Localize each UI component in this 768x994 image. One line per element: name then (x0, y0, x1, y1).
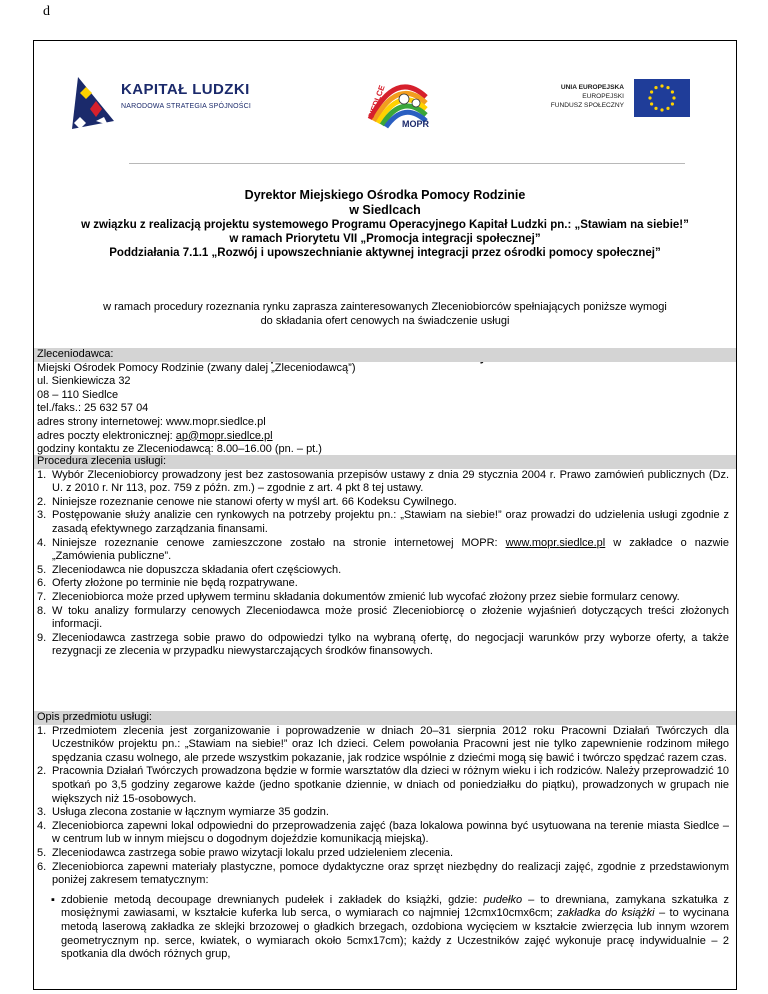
procedure-header: Procedura zlecenia usługi: (34, 455, 736, 469)
header-divider (129, 163, 685, 164)
description-item-text: Zleceniodawca zastrzega sobie prawo wizytacji lokalu przed udzieleniem zlecenia. (52, 846, 454, 859)
topic-bullet-list (34, 894, 736, 962)
topic-text: – to drewniana, zamykana szkatułka z mosiężnymi zawiasami, w kształcie kuferka lub serca, o wymiarach co najmniej 12cmx10cmx6cm; (61, 893, 729, 920)
eu-line-european: EUROPEJSKI (582, 93, 624, 100)
mopr-rainbow-icon (356, 69, 438, 129)
mopr-siedlce-text: SIEDLCE (366, 84, 387, 120)
invitation-line-1: w ramach procedury rozeznania rynku zaprasza zainteresowanych Zleceniobiorców spełniających poniższe wymogi (103, 301, 667, 313)
description-item: 2. Pracownia Działań Twórczych prowadzona będzie w formie warsztatów dla dzieci w różnym wieku i ich rodziców. Należy przeprowadzić 10 spotkań po 3,5 godziny zegarowe każde (jedno spotkanie dziennie, w dniach od poniedziałku do piątku), prowadzonych w grupach nie większych niż 15-osobowych. (37, 765, 729, 805)
topic-text: – to wycinana metodą laserową zakładka ze sklejki brzozowej o gładkich brzegach, ozdobiona wycięciem w kształcie zwierzęcia lub innym wzorem geometrycznym np. serce, kwiatek, o wymiarach około 5cmx17cm); każdy z Uczestników zajęć wykonuje pracę indywidualnie – 2 spotkania dla dwóch różnych grup, (61, 907, 729, 961)
kapital-ludzki-title: KAPITAŁ LUDZKI (121, 81, 250, 98)
eu-flag-icon (634, 79, 690, 117)
procedure-item: 3. Postępowanie służy analizie cen rynkowych na potrzeby projektu pn.: „Stawiam na siebie!” oraz prowadzi do udzielenia usługi zgodnie z zasadą efektywnego zarządzania finansami. (37, 509, 729, 535)
bullet-square-icon: ▪ (51, 893, 55, 906)
heading-subaction: Poddziałania 7.1.1 „Rozwój i upowszechnianie aktywnej integracji przez ośrodki pomocy społecznej” (109, 247, 661, 259)
description-item: 4. Zleceniobiorca zapewni lokal odpowiedni do przeprowadzenia zajęć (baza lokalowa powinna być usytuowana na terenie miasta Siedlce – w centrum lub w innym miejscu o dogodnym dojeździe komunikacją miejską). (37, 819, 729, 846)
heading-city: w Siedlcach (349, 203, 421, 217)
procedure-item: 6. Oferty złożone po terminie nie będą rozpatrywane. (37, 577, 298, 590)
procedure-item: 7. Zleceniobiorca może przed upływem terminu składania dokumentów zmienić lub wycofać złożony przez siebie formularz cenowy. (37, 590, 680, 603)
procedure-item-text: Zleceniodawca zastrzega sobie prawo do odpowiedzi tylko na wybraną ofertę, do negocjacji warunków przy wyborze oferty, a także rezygnacji ze zlecenia w przypadku niewystarczających środków finansowych. (52, 631, 729, 658)
contractor-section (34, 348, 736, 457)
page-corner-mark: d (43, 4, 50, 19)
procedure-item-text: Zleceniobiorca może przed upływem terminu składania dokumentów zmienić lub wycofać złożony przez siebie formularz cenowy. (52, 590, 680, 603)
eu-line-union: UNIA EUROPEJSKA (560, 84, 624, 91)
contractor-name: Miejski Ośrodek Pomocy Rodzinie (zwany dalej „Zleceniodawcą”) (37, 361, 356, 374)
description-item-text: Pracownia Działań Twórczych prowadzona będzie w formie warsztatów dla dzieci w różnym wieku i ich rodziców. Należy przeprowadzić 10 spotkań po 3,5 godziny zegarowe każde (jedno spotkanie dziennie, w dniach od poniedziałku do piątku), prowadzonych w grupach nie większych niż 15-osobowych. (52, 765, 729, 805)
procedure-item-text: Postępowanie służy analizie cen rynkowych na potrzeby projektu pn.: „Stawiam na siebie!” oraz prowadzi do udzielenia usługi zgodnie z zasadą efektywnego zarządzania finansami. (52, 509, 729, 535)
description-item: 5. Zleceniodawca zastrzega sobie prawo wizytacji lokalu przed udzieleniem zlecenia. (37, 846, 454, 859)
topic-text: zdobienie metodą decoupage drewnianych pudełek i zakładek do książki, gdzie: (61, 893, 484, 906)
description-item: 1. Przedmiotem zlecenia jest zorganizowanie i poprowadzenie w dniach 20–31 sierpnia 2012 roku Pracowni Działań Twórczych dla Uczestników projektu pn.: „Stawiam na siebie!” oraz Ich dzieci. Celem powołania Pracowni jest nie tylko zapewnienie rodzinom miłego spędzania czasu wolnego, ale przede wszystkim pokazanie, jak rodzice wspólnie z dziećmi mogą się bawić i twórczo spędzać razem czas. (37, 724, 729, 764)
description-item-text: Przedmiotem zlecenia jest zorganizowanie i poprowadzenie w dniach 20–31 sierpnia 2012 roku Pracowni Działań Twórczych dla Uczestników projektu pn.: „Stawiam na siebie!” oraz Ich dzieci. Celem powołania Pracowni jest nie tylko zapewnienie rodzinom miłego spędzania czasu wolnego, ale przede wszystkim pokazanie, jak rodzice wspólnie z dziećmi mogą się bawić i twórczo spędzać razem czas. (52, 724, 729, 764)
procedure-item: 5. Zleceniodawca nie dopuszcza składania ofert częściowych. (37, 563, 342, 576)
procedure-item-text: Niniejsze rozeznanie cenowe nie stanowi oferty w myśl art. 66 Kodeksu Cywilnego. (52, 495, 457, 508)
kapital-ludzki-logo (70, 73, 290, 133)
procedure-item-text: Wybór Zleceniobiorcy prowadzony jest bez zastosowania przepisów ustawy z dnia 29 stycznia 2004 r. Prawo zamówień publicznych (Dz. U. z 2010 r. Nr 113, poz. 759 z późn. zm.) – zgodnie z art. 4 pkt 8 tej ustawy. (52, 468, 729, 495)
procedure-section (34, 455, 736, 659)
topic-bullet-item (34, 894, 736, 962)
description-item: 3. Usługa zlecona zostanie w łącznym wymiarze 35 godzin. (37, 806, 329, 819)
procedure-item: 8. W toku analizy formularzy cenowych Zleceniodawca może prosić Zleceniobiorcę o złożenie wyjaśnień dotyczących treści złożonych informacji. (37, 604, 729, 631)
description-header: Opis przedmiotu usługi: (34, 711, 736, 725)
mopr-siedlce-logo (356, 69, 438, 129)
procedure-item-text: W toku analizy formularzy cenowych Zleceniodawca może prosić Zleceniobiorcę o złożenie wyjaśnień dotyczących treści złożonych informacji. (52, 604, 729, 631)
kapital-ludzki-emblem-icon (70, 73, 116, 131)
description-item-text: Usługa zlecona zostanie w łącznym wymiarze 35 godzin. (52, 806, 329, 819)
procedure-list (34, 469, 736, 659)
contractor-email-line (34, 430, 736, 444)
eu-line-social-fund: FUNDUSZ SPOŁECZNY (550, 102, 624, 109)
contractor-email-link[interactable]: ap@mopr.siedlce.pl (175, 429, 273, 442)
description-item-text: Zleceniobiorca zapewni materiały plastyczne, pomoce dydaktyczne oraz sprzęt niezbędny do realizacji zajęć, zgodnie z przedstawionym poniżej zakresem tematycznym: (52, 860, 729, 887)
procedure-item: 4. Niniejsze rozeznanie cenowe zamieszczone zostało na stronie internetowej MOPR: www.mopr.siedlce.pl w zakładce o nazwie „Zamówienia publiczne”. (37, 536, 729, 563)
contractor-street: ul. Sienkiewicza 32 (37, 375, 131, 388)
logo-bar (34, 41, 736, 161)
contractor-header: Zleceniodawca: (34, 348, 736, 362)
procedure-item-text: Zleceniodawca nie dopuszcza składania ofert częściowych. (52, 563, 342, 576)
document-frame (33, 40, 737, 990)
contractor-phone: tel./faks.: 25 632 57 04 (37, 402, 149, 415)
heading-director: Dyrektor Miejskiego Ośrodka Pomocy Rodzinie (244, 188, 526, 202)
kapital-ludzki-subtitle: NARODOWA STRATEGIA SPÓJNOŚCI (121, 103, 252, 110)
mopr-name-text: MOPR (402, 119, 429, 129)
procedure-item: 1. Wybór Zleceniobiorcy prowadzony jest bez zastosowania przepisów ustawy z dnia 29 stycznia 2004 r. Prawo zamówień publicznych (Dz. U. z 2010 r. Nr 113, poz. 759 z późn. zm.) – zgodnie z art. 4 pkt 8 tej ustawy. (37, 468, 729, 495)
description-list (34, 725, 736, 888)
procedure-item: 2. Niniejsze rozeznanie cenowe nie stanowi oferty w myśl art. 66 Kodeksu Cywilnego. (37, 495, 457, 508)
contractor-email-label: adres poczty elektronicznej: (37, 429, 176, 442)
description-section (34, 711, 736, 962)
heading-project: w związku z realizacją projektu systemowego Programu Operacyjnego Kapitał Ludzki pn.: „Stawiam na siebie!” (81, 219, 689, 231)
description-item: 6. Zleceniobiorca zapewni materiały plastyczne, pomoce dydaktyczne oraz sprzęt niezbędny do realizacji zajęć, zgodnie z przedstawionym poniżej zakresem tematycznym: (37, 860, 729, 887)
procedure-item-text: w zakładce o nazwie „Zamówienia publiczne”. (52, 536, 729, 563)
contractor-website: adres strony internetowej: www.mopr.siedlce.pl (37, 415, 266, 428)
invitation-line-2: do składania ofert cenowych na świadczenie usługi (260, 315, 510, 327)
invitation-text (34, 300, 736, 328)
description-item-text: Zleceniobiorca zapewni lokal odpowiedni do przeprowadzenia zajęć (baza lokalowa powinna być usytuowana na terenie miasta Siedlce – w centrum lub w innym miejscu o dogodnym dojeździe komunikacją miejską). (52, 819, 729, 846)
procedure-item-text: Niniejsze rozeznanie cenowe zamieszczone zostało na stronie internetowej MOPR: (52, 536, 506, 549)
contractor-hours: godziny kontaktu ze Zleceniodawcą: 8.00–16.00 (pn. – pt.) (37, 443, 322, 456)
eu-logo (510, 79, 690, 123)
mopr-website-link[interactable]: www.mopr.siedlce.pl (505, 536, 606, 549)
eu-text (551, 83, 624, 110)
contractor-city: 08 – 110 Siedlce (37, 388, 119, 401)
procedure-item-text: Oferty złożone po terminie nie będą rozpatrywane. (52, 577, 298, 590)
procedure-item: 9. Zleceniodawca zastrzega sobie prawo do odpowiedzi tylko na wybraną ofertę, do negocjacji warunków przy wyborze oferty, a także rezygnacji ze zlecenia w przypadku niewystarczających środków finansowych. (37, 631, 729, 658)
announcement-heading (34, 188, 736, 260)
heading-priority: w ramach Priorytetu VII „Promocja integracji społecznej” (229, 233, 541, 245)
topic-term-box: pudełko (483, 893, 523, 906)
topic-term-bookmark: zakładka do książki (557, 907, 655, 920)
